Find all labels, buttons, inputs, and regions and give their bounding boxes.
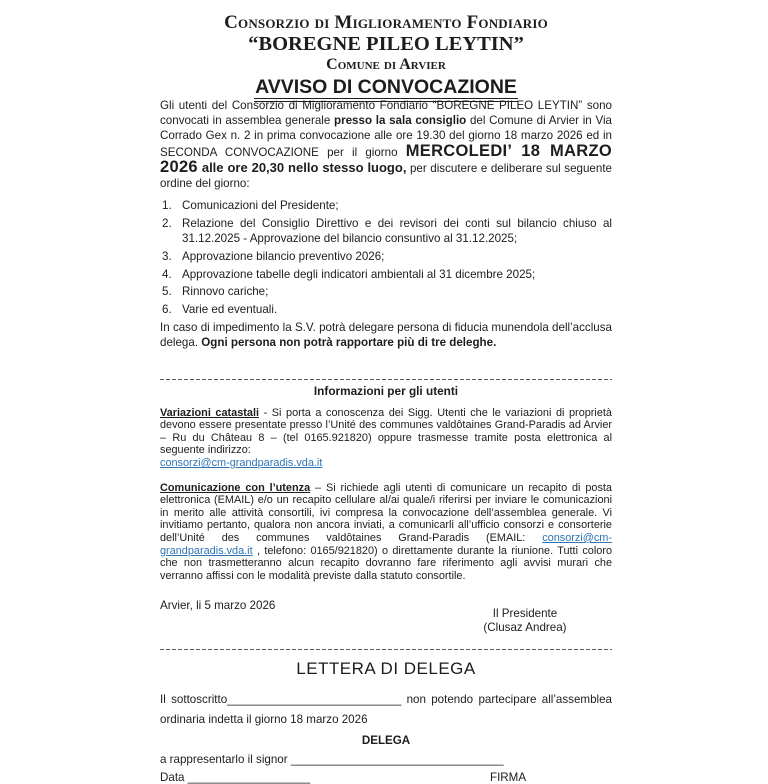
cadastral-paragraph bbox=[160, 407, 612, 470]
convocation-venue-bold: presso la sala consiglio bbox=[334, 114, 467, 128]
consortium-name: “BOREGNE PILEO LEYTIN” bbox=[248, 33, 524, 55]
agenda-item bbox=[160, 267, 612, 282]
agenda-item-text: Rinnovo cariche; bbox=[182, 285, 269, 299]
signature-label: FIRMA bbox=[490, 771, 527, 784]
contact-label: Comunicazione con l’utenza bbox=[160, 481, 311, 494]
dashed-separator bbox=[160, 379, 612, 380]
president-signature-block bbox=[465, 607, 585, 634]
representative-name-blank: _________________________________ bbox=[290, 753, 504, 767]
info-section-title: Informazioni per gli utenti bbox=[313, 384, 459, 399]
subscriber-line bbox=[160, 690, 612, 729]
agenda-item-number: 4. bbox=[162, 267, 172, 281]
president-name: (Clusaz Andrea) bbox=[483, 620, 567, 634]
consortium-email-link[interactable]: consorzi@cm-grandparadis.vda.it bbox=[160, 531, 612, 557]
agenda-item-text: Approvazione tabelle degli indicatori ambientali al 31 dicembre 2025; bbox=[182, 267, 536, 281]
dashed-separator bbox=[160, 649, 612, 650]
municipality-name: Comune di Arvier bbox=[326, 56, 446, 73]
representative-line bbox=[160, 753, 612, 766]
delegation-note-text: In caso di impedimento la S.V. potrà delegare persona di fiducia munendola dell’acclusa delega. bbox=[160, 320, 612, 349]
agenda-item bbox=[160, 249, 612, 264]
convocation-text-2: del Comune di Arvier in Via Corrado Gex n. 2 in prima convocazione alle ore 19.30 del giorno 18 marzo 2026 ed in SECONDA CONVOCAZIONE per il giorno bbox=[160, 114, 612, 159]
organization-name: Consorzio di Miglioramento Fondiario bbox=[224, 12, 548, 33]
president-role: Il Presidente bbox=[492, 607, 558, 621]
convocation-date-bold: MERCOLEDI’ 18 MARZO 2026 bbox=[160, 141, 612, 176]
notice-title bbox=[160, 76, 612, 98]
convocation-paragraph bbox=[160, 98, 612, 191]
convocation-text-3: per discutere e deliberare sul seguente ordine del giorno: bbox=[160, 161, 612, 191]
agenda-item-number: 5. bbox=[162, 285, 172, 299]
agenda-item bbox=[160, 302, 612, 317]
contact-paragraph bbox=[160, 482, 612, 583]
agenda-item-text: Approvazione bilancio preventivo 2026; bbox=[182, 249, 385, 263]
agenda-item-number: 2. bbox=[162, 216, 172, 230]
convocation-text-1: Gli utenti del Consorzio di Miglioramento Fondiario “BOREGNE PILEO LEYTIN” sono convocati in assemblea generale bbox=[160, 99, 612, 128]
subscriber-text-pre: Il sottoscritto bbox=[160, 693, 228, 707]
agenda-item bbox=[160, 216, 612, 246]
agenda-item-text: Comunicazioni del Presidente; bbox=[182, 199, 339, 213]
subscriber-text-post: non potendo partecipare all’assemblea ordinaria indetta il giorno 18 marzo 2026 bbox=[160, 693, 612, 726]
proxy-letter-body bbox=[160, 690, 612, 784]
agenda-item-number: 6. bbox=[162, 302, 172, 316]
cadastral-label: Variazioni catastali bbox=[160, 406, 259, 419]
contact-text-2: , telefono: 0165/921820) o direttamente durante la riunione. Tutti coloro che non trasmetteranno alcun recapito dovranno fare riferimento agli avvisi murari che verranno affissi con le modalità previste dalla statuto consortile. bbox=[160, 544, 612, 582]
delegation-note-bold: Ogni persona non potrà rapportare più di tre deleghe. bbox=[201, 335, 497, 349]
convocation-time-bold: alle ore 20,30 nello stesso luogo, bbox=[197, 159, 407, 175]
representative-text: a rappresentarlo il signor bbox=[160, 753, 291, 767]
consortium-email-link[interactable]: consorzi@cm-grandparadis.vda.it bbox=[160, 457, 323, 470]
agenda-item-number: 3. bbox=[162, 249, 172, 263]
date-blank: ___________________ bbox=[187, 771, 311, 784]
delegation-note bbox=[160, 320, 612, 350]
agenda-item-number: 1. bbox=[162, 199, 172, 213]
cadastral-text: - Si porta a conoscenza dei Sigg. Utenti che le variazioni di proprietà devono essere presentate presso l’Unité des communes valdôtaines Grand-Paradis ad Arvier – Ru du Château 8 – (tel 0165.921820) oppure trasmesse tramite posta elettronica al seguente indirizzo: bbox=[160, 406, 612, 457]
date-signature-line bbox=[160, 771, 612, 784]
proxy-letter-title: LETTERA DI DELEGA bbox=[296, 659, 476, 679]
agenda-item bbox=[160, 198, 612, 213]
contact-text-1: – Si richiede agli utenti di comunicare un recapito di posta elettronica (EMAIL) e/o un recapito cellulare al/ai quale/i riferirsi per inviare le comunicazioni in merito alle attività consortili, ivi compresa la convocazione dell’assemblea generale. Vi invitiamo pertanto, qualora non ancora inviati, a comunicarli all’ufficio consorzi e consorterie dell’Unité des communes valdôtaines Grand-Paradis (EMAIL: bbox=[160, 481, 612, 544]
info-section bbox=[160, 385, 612, 582]
agenda-item-text: Varie ed eventuali. bbox=[182, 302, 278, 316]
date-text: Data bbox=[160, 771, 188, 784]
agenda-item-text: Relazione del Consiglio Direttivo e dei revisori dei conti sul bilancio chiuso al 31.12.2025 - Approvazione del bilancio consuntivo al 31.12.2025; bbox=[182, 216, 612, 246]
document-header bbox=[160, 12, 612, 98]
subscriber-name-blank: ___________________________ bbox=[227, 693, 402, 707]
notice-title-text: AVVISO DI CONVOCAZIONE bbox=[254, 76, 518, 102]
delega-label: DELEGA bbox=[361, 734, 411, 748]
agenda-list bbox=[160, 198, 612, 317]
place-and-date: Arvier, li 5 marzo 2026 bbox=[160, 599, 276, 613]
agenda-item bbox=[160, 284, 612, 299]
